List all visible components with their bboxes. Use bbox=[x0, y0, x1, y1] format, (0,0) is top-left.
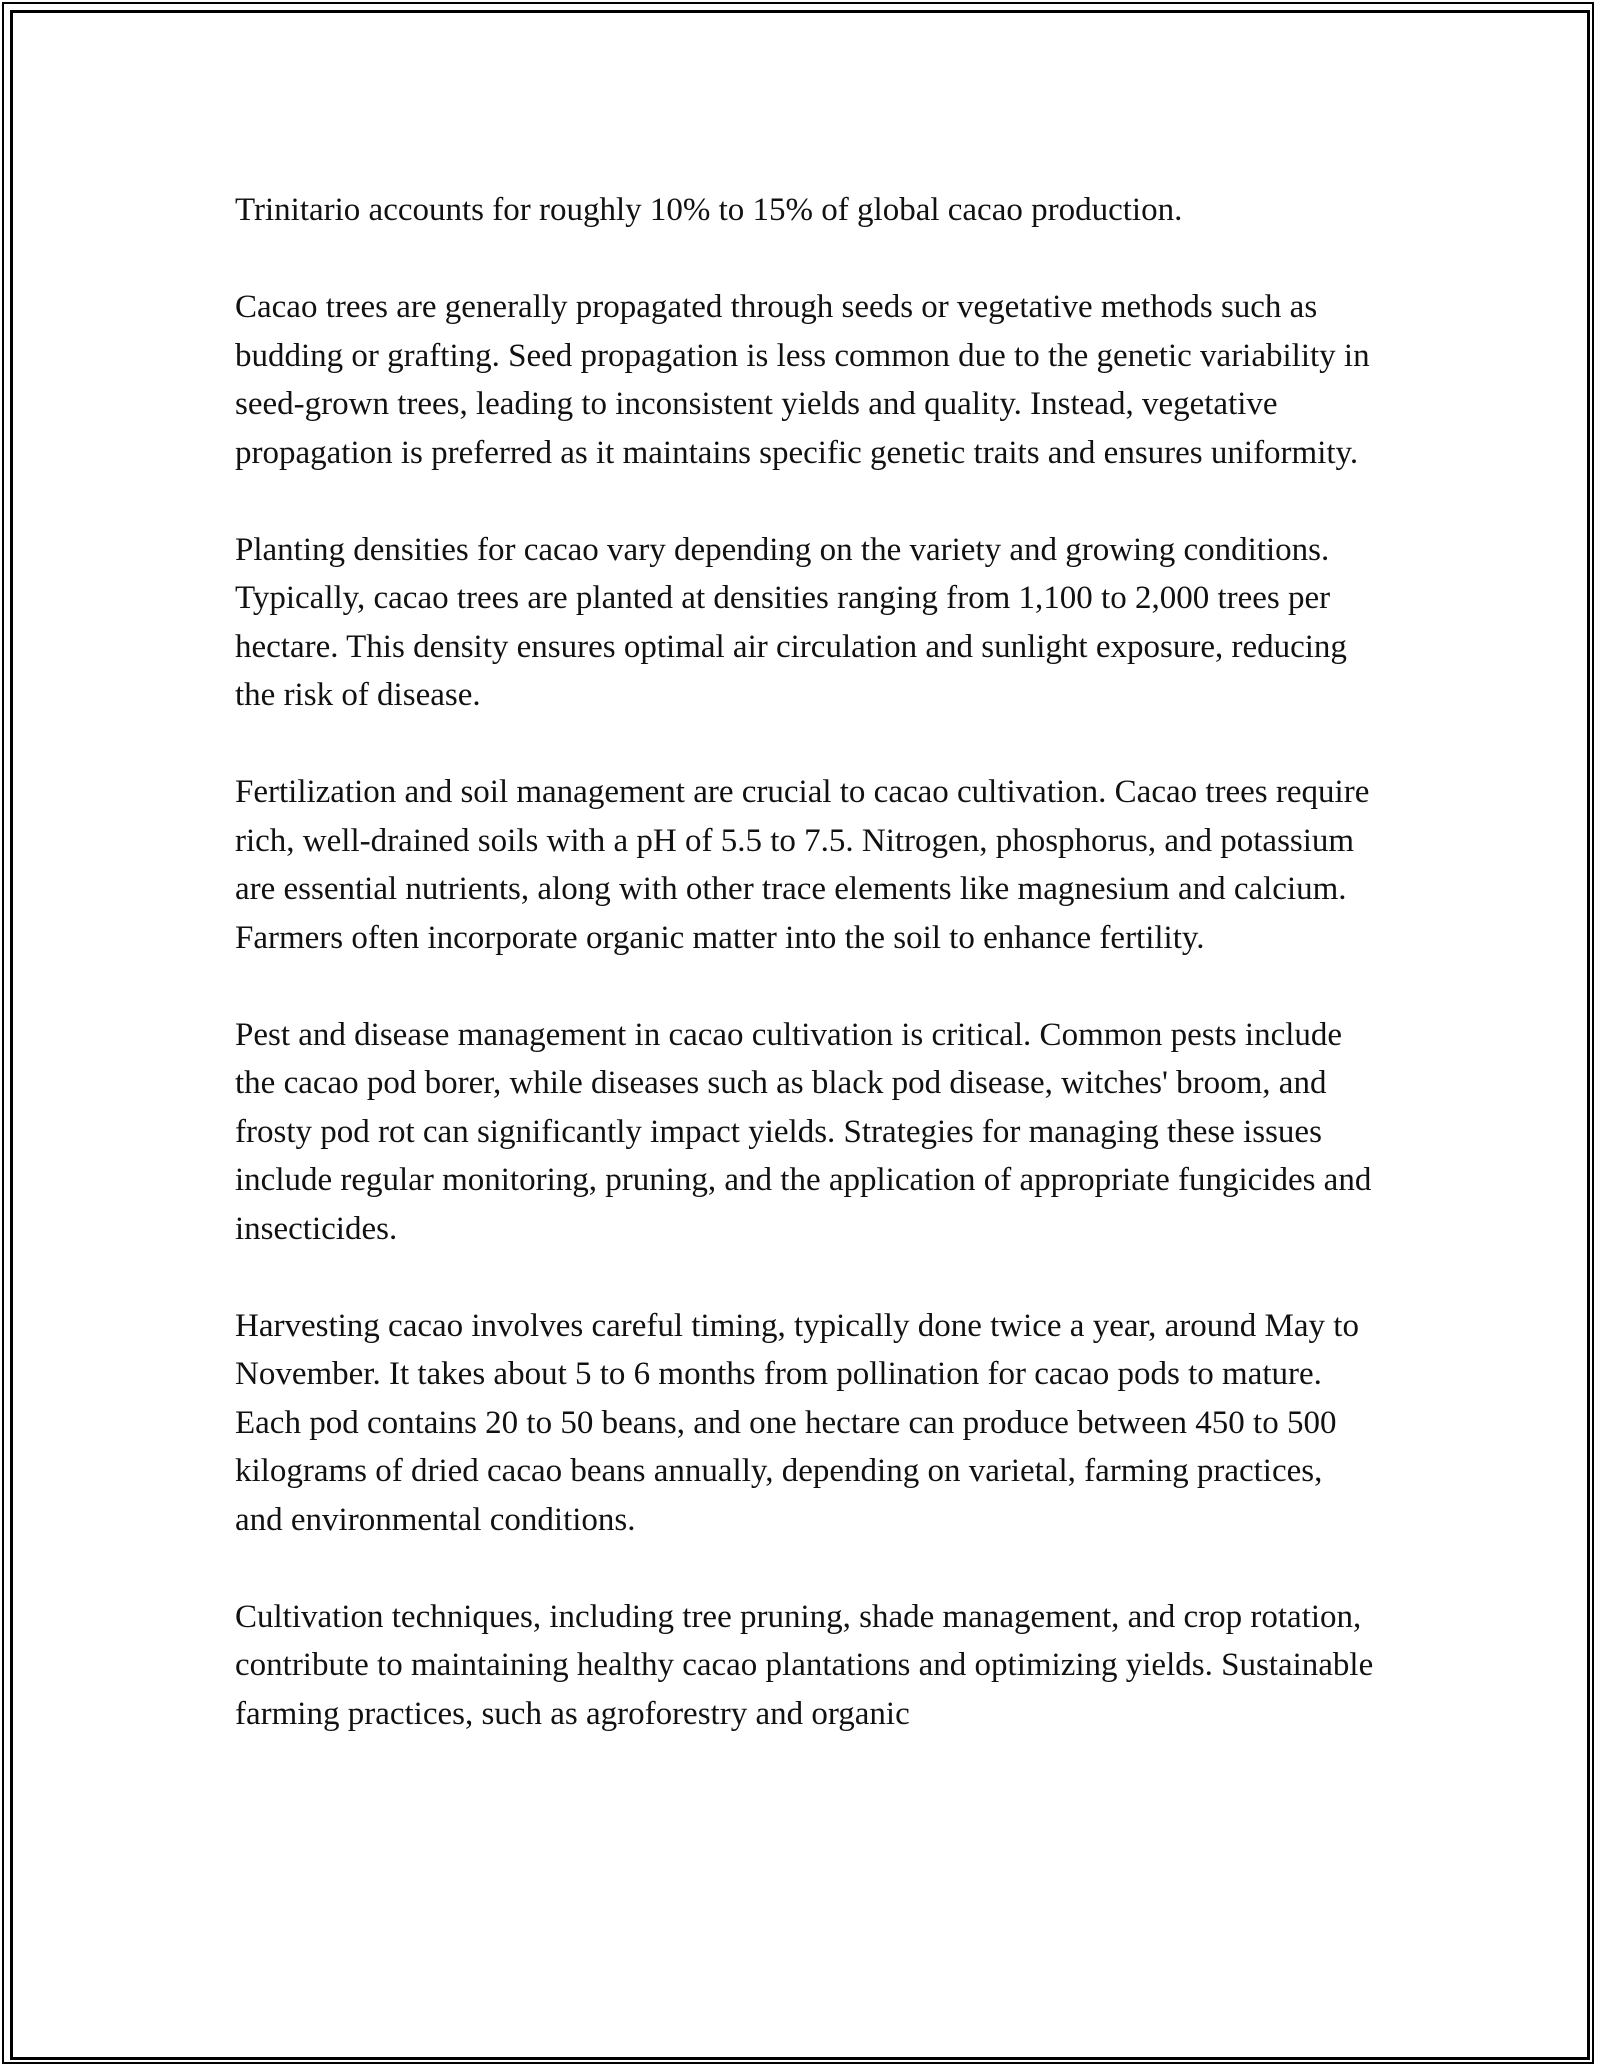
paragraph-cultivation-techniques: Cultivation techniques, including tree pruning, shade management, and crop rotation, contribute to maintaining healthy cacao plantations and optimizing yields. Sustainable farming practices, such as agroforestry and organic bbox=[235, 1598, 1374, 1732]
paragraph-propagation: Cacao trees are generally propagated through seeds or vegetative methods such as budding or grafting. Seed propagation is less common due to the genetic variability in seed-grown trees, leading to inconsistent yields and quality. Instead, vegetative propagation is preferred as it maintains specific genetic traits and ensures uniformity. bbox=[235, 289, 1370, 471]
paragraph-harvesting: Harvesting cacao involves careful timing, typically done twice a year, around May to November. It takes about 5 to 6 months from pollination for cacao pods to mature. Each pod contains 20 to 50 beans, and one hectare can produce between 450 to 500 kilograms of dried cacao beans annually, depending on varietal, farming practices, and environmental conditions. bbox=[235, 1307, 1359, 1538]
paragraph-planting-densities: Planting densities for cacao vary depending on the variety and growing conditions. Typically, cacao trees are planted at densities ranging from 1,100 to 2,000 trees per hectare. This density ensures optimal air circulation and sunlight exposure, reducing the risk of disease. bbox=[235, 531, 1347, 713]
document-body bbox=[235, 186, 1375, 1738]
paragraph-trinitario: Trinitario accounts for roughly 10% to 15% of global cacao production. bbox=[235, 192, 1183, 228]
paragraph-pest-management: Pest and disease management in cacao cultivation is critical. Common pests include the cacao pod borer, while diseases such as black pod disease, witches' broom, and frosty pod rot can significantly impact yields. Strategies for managing these issues include regular monitoring, pruning, and the application of appropriate fungicides and insecticides. bbox=[235, 1016, 1372, 1247]
paragraph-fertilization: Fertilization and soil management are crucial to cacao cultivation. Cacao trees require rich, well-drained soils with a pH of 5.5 to 7.5. Nitrogen, phosphorus, and potassium are essential nutrients, along with other trace elements like magnesium and calcium. Farmers often incorporate organic matter into the soil to enhance fertility. bbox=[235, 774, 1370, 956]
